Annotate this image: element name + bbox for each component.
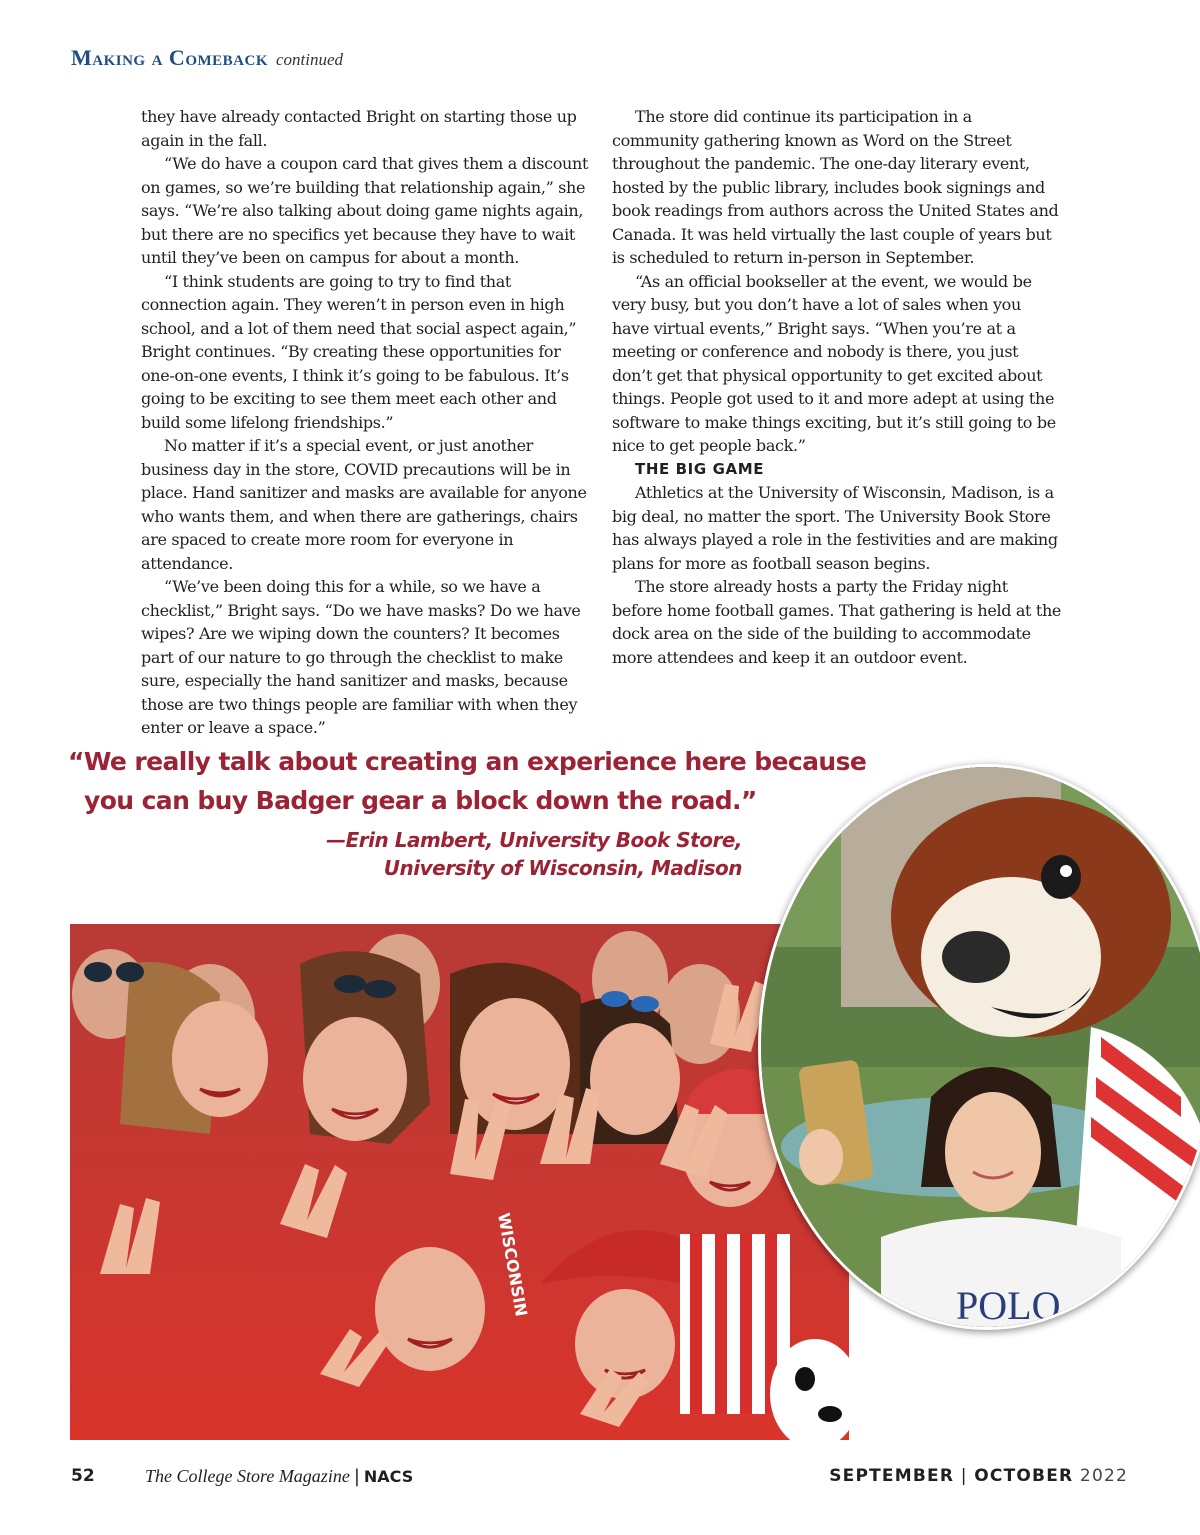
attribution-line-1: —Erin Lambert, University Book Store, bbox=[326, 828, 742, 852]
pull-quote-line-1: “We really talk about creating an experience here because bbox=[68, 747, 867, 776]
attribution-line-2: University of Wisconsin, Madison bbox=[383, 856, 742, 880]
mascot-selfie-photo bbox=[758, 764, 1200, 1330]
left-text-column bbox=[141, 105, 593, 740]
continued-label: continued bbox=[276, 50, 344, 69]
pull-quote-line-2: you can buy Badger gear a block down the road.” bbox=[84, 786, 757, 815]
pull-quote bbox=[68, 742, 867, 820]
page-footer bbox=[0, 1466, 1200, 1492]
section-title: Making a Comeback bbox=[71, 45, 268, 70]
section-subhead: THE BIG GAME bbox=[635, 459, 765, 478]
paragraph: “We’ve been doing this for a while, so we have a checklist,” Bright says. “Do we have masks? Do we have wipes? Are we wiping down the counters? It becomes part of our nature to go through the checklist to make sure, especially the hand sanitizer and masks, because those are two things people are familiar with when they enter or leave a space.” bbox=[141, 577, 581, 737]
issue-separator: | bbox=[960, 1466, 968, 1486]
issue-month-2: OCTOBER bbox=[974, 1466, 1074, 1486]
magazine-credit bbox=[145, 1466, 413, 1487]
shirt-text: POLO bbox=[956, 1283, 1061, 1327]
paragraph: they have already contacted Bright on starting those up again in the fall. bbox=[141, 107, 577, 150]
right-text-column bbox=[612, 105, 1062, 669]
lanyard-text: WISCONSIN bbox=[494, 1211, 531, 1318]
pull-quote-attribution bbox=[326, 826, 742, 882]
crowd-photo bbox=[70, 924, 849, 1440]
paragraph: “I think students are going to try to find that connection again. They weren’t in person even in high school, and a lot of them need that social aspect again,” Bright continues. “By creating these opportunities for one-on-one events, I think it’s going to be fabulous. It’s going to be exciting to see them meet each other and build some lifelong friendships.” bbox=[141, 271, 577, 432]
paragraph: The store already hosts a party the Friday night before home football games. That gathering is held at the dock area on the side of the building to accommodate more attendees and keep it an outdoor event. bbox=[612, 577, 1062, 667]
footer-separator: | bbox=[353, 1466, 360, 1487]
issue-year: 2022 bbox=[1079, 1466, 1128, 1486]
paragraph: The store did continue its participation in a community gathering known as Word on the Street throughout the pandemic. The one-day literary event, hosted by the public library, includes book signings and book readings from authors across the United States and Canada. It was held virtually the last couple of years but is scheduled to return in-person in September. bbox=[612, 107, 1059, 267]
paragraph: Athletics at the University of Wisconsin, Madison, is a big deal, no matter the sport. The University Book Store has always played a role in the festivities and are making plans for more as football season begins. bbox=[612, 483, 1058, 573]
paragraph: No matter if it’s a special event, or just another business day in the store, COVID precautions will be in place. Hand sanitizer and masks are available for anyone who wants them, and when there are gatherings, chairs are spaced to create more room for everyone in attendance. bbox=[141, 436, 587, 573]
crowd-photo-illustration bbox=[70, 924, 849, 1440]
org-name: NACS bbox=[363, 1467, 414, 1486]
issue-date bbox=[829, 1466, 1128, 1486]
issue-month-1: SEPTEMBER bbox=[829, 1466, 955, 1486]
page-number: 52 bbox=[71, 1466, 95, 1486]
paragraph: “We do have a coupon card that gives them a discount on games, so we’re building that relationship again,” she says. “We’re also talking about doing game nights again, but there are no specifics yet because they have to wait until they’ve been on campus for about a month. bbox=[141, 154, 589, 267]
paragraph: “As an official bookseller at the event, we would be very busy, but you don’t have a lot of sales when you have virtual events,” Bright says. “When you’re at a meeting or conference and nobody is there, you just don’t get that physical opportunity to get excited about things. People got used to it and more adept at using the software to make things exciting, but it’s still going to be nice to get people back.” bbox=[612, 271, 1056, 455]
running-header bbox=[71, 45, 343, 71]
mascot-selfie-illustration bbox=[761, 767, 1200, 1327]
magazine-name: The College Store Magazine bbox=[145, 1466, 350, 1486]
